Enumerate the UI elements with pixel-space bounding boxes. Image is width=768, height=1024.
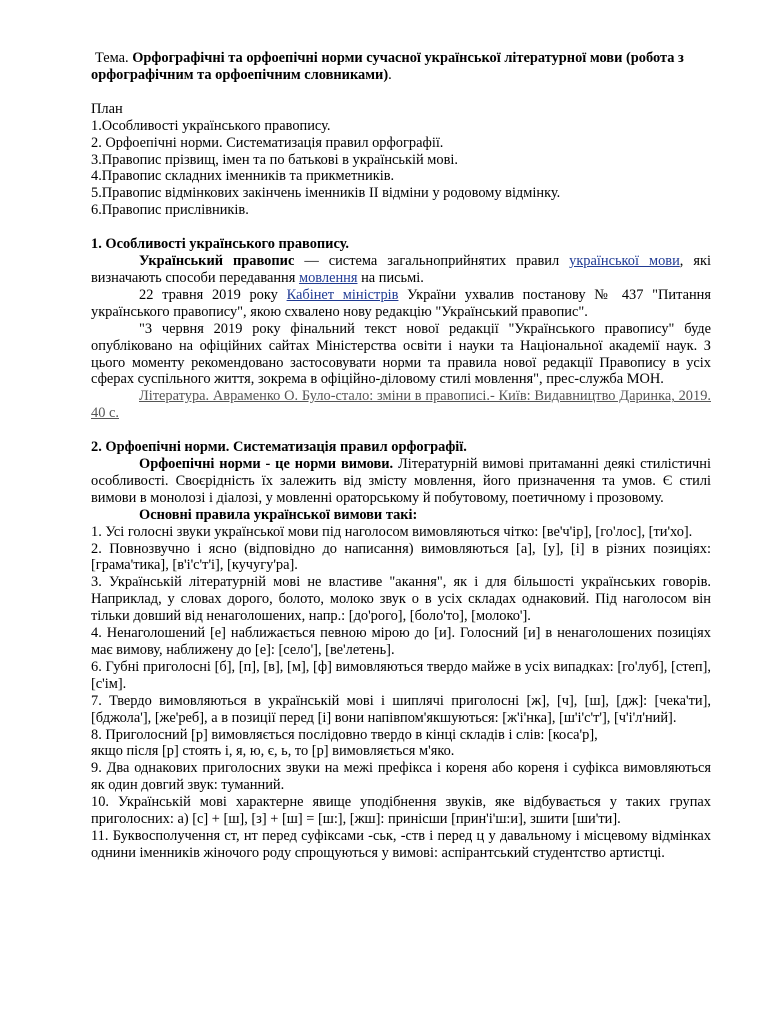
plan-item: 4.Правопис складних іменників та прикметників. <box>91 168 395 185</box>
link-speech[interactable]: мовлення <box>298 269 358 286</box>
section1-definition: Український правопис — система загальноприйнятих правил української мови, які визначають способи передавання мовлення на письмі. <box>91 253 711 286</box>
spacer <box>91 84 711 101</box>
section1-resolution: 22 травня 2019 року Кабінет міністрів України ухвалив постанову № 437 "Питання українського правопису", якою схвалено нову редакцію "Український правопис". <box>91 286 711 320</box>
plan-item: 5.Правопис відмінкових закінчень іменників ІІ відміни у родовому відмінку. <box>91 185 561 202</box>
section2-heading: 2. Орфоепічні норми. Систематизація правил орфографії. <box>91 439 467 456</box>
term-ukrainian-orthography: Український правопис <box>139 253 295 270</box>
link-ukrainian-language[interactable]: української мови <box>569 253 680 270</box>
section1-literature: Література. Авраменко О. Було-стало: зміни в правописі.- Київ: Видавництво Даринка, 2019. 40 с. <box>91 388 711 422</box>
rule-item: 4. Ненаголошений [е] наближається певною мірою до [и]. Голосний [и] в ненаголошених позиціях має вимову, наближену до [е]: [село'], [ве'летень]. <box>91 625 711 658</box>
topic-prefix: Тема. <box>95 50 133 66</box>
plan-heading: План <box>91 100 123 117</box>
rules-heading: Основні правила української вимови такі: <box>139 506 418 523</box>
plan-item: 3.Правопис прізвищ, імен та по батькові в українській мові. <box>91 151 458 168</box>
rule-item: 1. Усі голосні звуки української мови під наголосом вимовляються чітко: [ве'ч'ір], [го'лос], [ти'хо]. <box>91 523 693 540</box>
topic-suffix: . <box>388 66 392 83</box>
topic-title: Орфографічні та орфоепічні норми сучасної української літературної мови (робота з орфографічним та орфоепічним словниками) <box>91 50 684 83</box>
spacer <box>91 422 711 439</box>
rule-item: 6. Губні приголосні [б], [п], [в], [м], [ф] вимовляються твердо майже в усіх випадках: [го'луб], [степ], [с'ім]. <box>91 658 711 692</box>
rule-item: 7. Твердо вимовляються в українській мові і шиплячі приголосні [ж], [ч], [ш], [дж]: [чека'ти], [бджола'], [же'реб], а в позиції перед [і] вони напівпом'якшуються: [ж'і'нка], [ш'і'с'т'], [ч'і'л'ний]. <box>91 692 711 726</box>
section1-quote: "3 червня 2019 року фінальний текст нової редакції "Українського правопису" буде опубліковано на офіційних сайтах Міністерства освіти і науки та Національної академії наук. З цього моменту рекомендовано застосовувати норми та правила нової редакції Правопису в усіх сферах суспільного життя, зокрема в офіційно-діловому стилі мовлення", прес-служба МОН. <box>91 320 711 388</box>
plan-item: 1.Особливості українського правопису. <box>91 117 331 134</box>
section2-intro: Орфоепічні норми - це норми вимови. Літературній вимові притаманні деякі стилістичні особливості. Своєрідність їх залежить від змісту мовлення, його призначення та умов. Є стилі вимови в монолозі і діалозі, у мовленні ораторському й побутовому, поетичному і прозовому. <box>91 456 711 506</box>
spacer <box>91 219 711 236</box>
rule-item: 8. Приголосний [р] вимовляється послідовно твердо в кінці складів і слів: [коса'р], <box>91 726 598 743</box>
rule-item: якщо після [р] стоять і, я, ю, є, ь, то [р] вимовляється м'яко. <box>91 743 455 760</box>
rule-item: 9. Два однакових приголосних звуки на межі префікса і кореня або кореня і суфікса вимовляються як один довгий звук: туманний. <box>91 760 711 794</box>
section1-heading: 1. Особливості українського правопису. <box>91 236 350 253</box>
topic-line <box>91 50 711 84</box>
link-cabinet-of-ministers[interactable]: Кабінет міністрів <box>286 286 399 303</box>
plan-item: 2. Орфоепічні норми. Систематизація правил орфографії. <box>91 134 444 151</box>
plan-item: 6.Правопис прислівників. <box>91 202 249 219</box>
rule-item: 2. Повнозвучно і ясно (відповідно до написання) вимовляються [а], [у], [і] в різних позиціях: [грама'тика], [в'і'с'т'і], [кучугу'ра]. <box>91 540 711 574</box>
rule-item: 3. Українській літературній мові не властиве "акання", як і для більшості українських говорів. Наприклад, у словах дорого, болото, молоко звук о в усіх складах однаковий. Під наголосом він тільки довший від ненаголошених, напр.: [до'рого], [боло'то], [молоко']. <box>91 574 711 625</box>
rule-item: 10. Українській мові характерне явище уподібнення звуків, яке відбувається у таких групах приголосних: а) [с] + [ш], [з] + [ш] = [ш:], [жш]: принісши [прин'і'ш:и], зшити [ши'ти]. <box>91 794 711 828</box>
rule-item: 11. Буквосполучення ст, нт перед суфіксами -ськ, -ств і перед ц у давальному і місцевому відмінках однини іменників жіночого роду спрощуються у вимові: аспірантський студентство артистці. <box>91 827 711 861</box>
